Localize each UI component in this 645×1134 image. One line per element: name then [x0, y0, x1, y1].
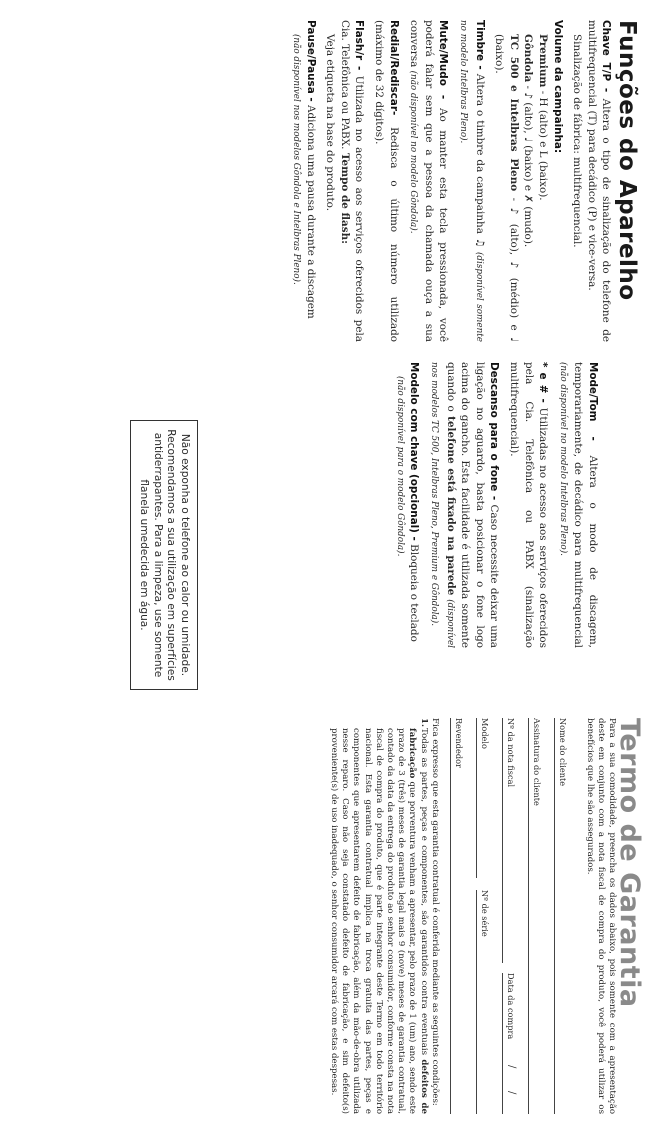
note-mute: (não disponível no modelo Gôndola). — [408, 70, 419, 234]
date-separator-2: / — [506, 1091, 518, 1095]
label-client-name: Nome do cliente — [558, 718, 569, 787]
text-mode: Altera o modo de discagem, temporariamente, de decádico para multifrequencial — [572, 362, 599, 648]
text-pause: Adiciona uma pausa durante a discagem — [304, 101, 317, 319]
sub-flash: Veja etiqueta na base do produto. — [324, 34, 337, 212]
text-descanso: Caso necessite deixar uma ligação no aguardo, basta posicionar o fone logo acima do gancho. Esta facilidade é utilizada somente quando o — [444, 362, 501, 648]
volume-gondola — [521, 20, 536, 342]
clause-1-number: 1. — [418, 718, 429, 727]
term-modelo-chave: Modelo com chave (opcional) - — [408, 362, 421, 541]
descanso-wall: telefone está fixado na parede — [444, 416, 457, 596]
note-mode: (não disponível no modelo Intelbras Pleno). — [557, 362, 568, 556]
field-client-name[interactable] — [554, 718, 568, 1114]
clause-1-part-a: Todas as partes, peças e componentes, são garantidos contra eventuais — [418, 728, 429, 1060]
warranty-section — [328, 718, 645, 1114]
care-notice-box — [130, 420, 198, 690]
term-star-hash: * e # - — [537, 362, 550, 403]
text-timbre: Altera o timbre da campainha ♫ — [473, 69, 486, 252]
volume-premium-text: - H (alto) e L (baixo). — [537, 87, 550, 201]
warranty-clause-1 — [328, 718, 429, 1114]
field-serial-number[interactable] — [476, 890, 490, 1114]
field-invoice-number[interactable] — [502, 718, 516, 963]
clause-1-defects: defeitos de fabricação — [407, 728, 429, 1114]
clause-1-part-c: que porventura venham a apresentar, pelo prazo de 1 (um) ano, sendo este prazo de 3 (três) meses de garantia legal mais 9 (nove) meses de garantia contratual, contado da data da entrega do produto ao senhor consumidor, conforme consta na nota fiscal de compra do produto, que é parte integrante deste Termo em todo território nacional. Esta garantia contratual implica na troca gratuita das partes, peças e componentes que apresentarem defeito de fabricação, além da mão-de-obra utilizada nesse reparo. Caso não seja constatado defeito de fabricação, e sim defeito(s) proveniente(s) de uso inadequado, o senhor consumidor arcará com estas despesas. — [328, 728, 418, 1114]
label-model: Modelo — [480, 718, 491, 749]
text-star-hash: Utilizadas no acesso aos serviços oferecidos pela Cia. Telefônica ou PABX (sinalização multifrequencial). — [508, 362, 550, 648]
label-invoice-number: Nº da nota fiscal — [506, 718, 517, 788]
term-redial: Redial/Rediscar- — [387, 20, 400, 116]
label-reseller: Revendedor — [454, 718, 465, 768]
term-volume: Volume da campainha: — [551, 20, 564, 154]
notice-line-1: Não exponha o telefone ao calor ou umidade. — [179, 433, 191, 677]
note-descanso: (disponível nos modelos TC 500, Intelbras Pleno, Premium e Gôndola). — [429, 362, 455, 648]
entry-flash — [323, 20, 367, 342]
warranty-title: Termo de Garantia — [614, 718, 645, 1008]
warranty-lead: Fica expresso que esta garantia contratual é conferida mediante as seguintes condições: — [429, 718, 440, 1106]
volume-premium-term: Premium — [537, 34, 550, 88]
field-model[interactable] — [476, 718, 490, 878]
notice-line-4: flanela umedecida em água. — [138, 479, 151, 631]
term-mute: Mute/Mudo - — [437, 20, 450, 100]
entry-chave-tp — [570, 20, 614, 342]
volume-premium — [535, 20, 550, 342]
warranty-form — [450, 718, 568, 1114]
term-flash: Flash/r - — [353, 20, 366, 71]
note-timbre: (disponível somente no modelo Intelbras Pleno). — [458, 20, 484, 342]
volume-tc500-text: - ♪ (alto), ♪ (médio) e ♩ (baixo). — [493, 34, 520, 342]
entry-timbre — [455, 20, 486, 342]
term-mode: Mode/Tom - — [587, 362, 599, 441]
note-modelo-chave: (não disponível para o modelo Gôndola). — [394, 376, 405, 557]
notice-line-2: Recomendamos a sua utilização em superfícies — [165, 429, 178, 681]
entry-mode — [555, 362, 600, 648]
text-chave-tp: Altera o tipo de sinalização do telefone de multifrequencial (T) para decádico (P) e vice-versa. — [585, 20, 613, 342]
sub-chave-tp: Sinalização de fábrica: multifrequencial. — [571, 34, 584, 248]
field-reseller[interactable] — [450, 718, 464, 1114]
entry-pause — [289, 20, 318, 342]
entry-modelo-chave — [392, 362, 421, 648]
field-client-signature[interactable] — [528, 718, 542, 1114]
entry-volume — [492, 20, 565, 342]
flash-time-label: Tempo de flash: — [338, 149, 351, 244]
entry-mute — [406, 20, 451, 342]
term-pause: Pause/Pausa - — [304, 20, 317, 102]
text-flash: Utilizada no acesso aos serviços oferecidos pela Cia. Telefônica ou PABX. — [338, 20, 366, 342]
volume-gondola-text: - ♪ (alto), ♩ (baixo) e ✗ (mudo). — [522, 82, 535, 248]
page-title: Funções do Aparelho — [614, 20, 640, 301]
note-pause: (não disponível nos modelos Gôndola e Intelbras Pleno). — [291, 34, 302, 285]
text-mute: Ao manter esta tecla pressionada, você poderá falar sem que a pessoa da chamada ouça a sua conversa — [408, 20, 450, 342]
field-purchase-date[interactable] — [502, 973, 516, 1114]
column-left — [284, 20, 638, 342]
date-separator-1: / — [506, 1065, 518, 1069]
text-redial: Redisca o último número utilizado (máximo de 32 dígitos). — [373, 20, 400, 342]
entry-descanso — [426, 362, 501, 648]
label-purchase-date: Data da compra — [506, 973, 517, 1040]
volume-tc500-term: TC 500 e Intelbras Pleno — [507, 34, 520, 192]
entry-redial — [372, 20, 401, 342]
label-serial-number: Nº de série — [480, 890, 491, 937]
term-descanso: Descanso para o fone - — [488, 362, 501, 501]
label-client-signature: Assinatura do cliente — [532, 718, 543, 806]
volume-gondola-term: Gôndola — [522, 34, 535, 83]
term-chave-tp: Chave T/P - — [600, 20, 613, 93]
warranty-intro: Para a sua comodidade, preencha os dados abaixo, pois somente com a apresentação deste em conjunto com a nota fiscal de compra do produto, você poderá utilizar os benefícios que lhe são assegurados. — [585, 718, 618, 1114]
notice-line-3: antiderrapantes. Para a limpeza, use somente — [151, 432, 164, 678]
clause-1-text — [328, 728, 429, 1114]
text-modelo-chave: Bloqueia o teclado — [408, 540, 421, 642]
column-middle — [387, 362, 600, 648]
term-timbre: Timbre - — [473, 20, 486, 70]
entry-star-hash — [506, 362, 550, 648]
volume-tc500 — [492, 20, 521, 342]
